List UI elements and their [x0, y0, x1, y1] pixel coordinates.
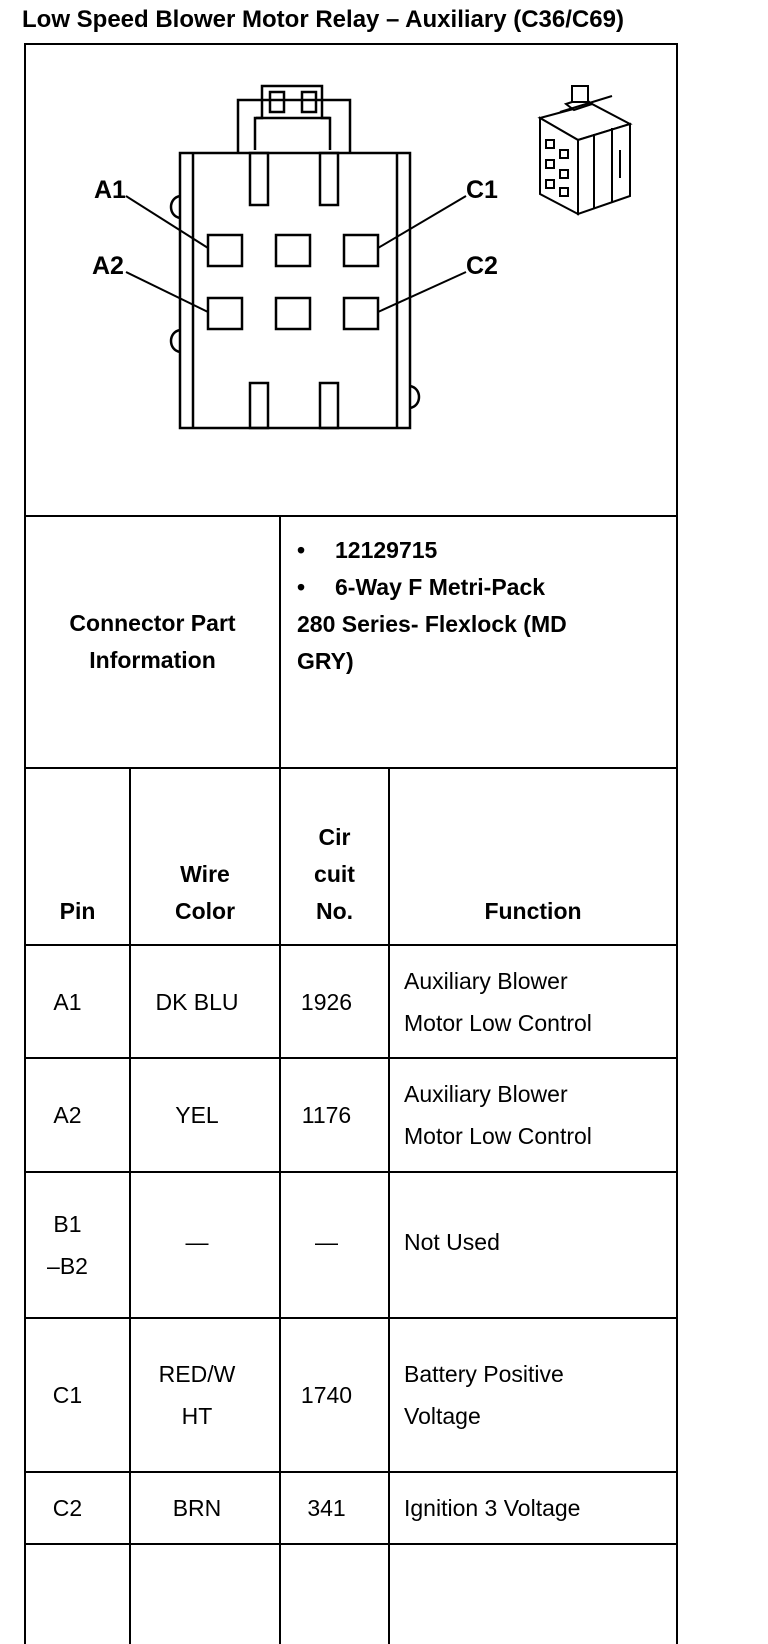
connector-info-details: • 12129715 • 6-Way F Metri-Pack 280 Series- Flexlock (MD GRY) [297, 532, 567, 680]
pin-label-c1: C1 [466, 176, 498, 204]
row-a2-pin: A2 [53, 1102, 82, 1128]
header-wire-color: Wire Color [174, 861, 236, 924]
pin-label-a2: A2 [92, 252, 124, 280]
row-c2-function: Ignition 3 Voltage [404, 1495, 581, 1521]
row-a1-function: Auxiliary Blower Motor Low Control [404, 967, 592, 1036]
row-a2-function: Auxiliary Blower Motor Low Control [404, 1081, 592, 1149]
part-number: 12129715 [335, 537, 438, 563]
row-a1-circuit: 1926 [300, 988, 353, 1015]
row-c1-pin: C1 [52, 1382, 83, 1408]
row-b-wire: — [185, 1229, 209, 1255]
connector-isometric-icon [540, 86, 630, 214]
row-b-circuit: — [315, 1229, 338, 1255]
header-pin: Pin [59, 898, 96, 924]
row-b-function: Not Used [404, 1229, 500, 1255]
row-c2-circuit: 341 [307, 1495, 346, 1521]
connector-face-diagram [0, 0, 700, 520]
header-circuit-no: Cir cuit No. [314, 824, 355, 924]
row-c1-circuit: 1740 [300, 1382, 353, 1408]
row-a1-wire: DK BLU [155, 988, 239, 1015]
connector-info-label: Connector Part Information [69, 610, 236, 673]
pin-label-a1: A1 [94, 176, 126, 204]
row-b-pin: B1 –B2 [47, 1211, 88, 1279]
connector-type: 6-Way F Metri-Pack [335, 574, 546, 600]
row-c1-function: Battery Positive Voltage [404, 1361, 564, 1429]
row-c1-wire: RED/W HT [158, 1361, 236, 1429]
row-c2-pin: C2 [52, 1495, 83, 1521]
row-a2-circuit: 1176 [301, 1102, 352, 1128]
row-a1-pin: A1 [53, 988, 82, 1015]
row-c2-wire: BRN [172, 1495, 222, 1521]
pin-label-c2: C2 [466, 252, 498, 280]
row-a2-wire: YEL [175, 1102, 219, 1128]
header-function: Function [484, 898, 582, 924]
page-title: Low Speed Blower Motor Relay – Auxiliary (C36/C69) [22, 6, 624, 33]
